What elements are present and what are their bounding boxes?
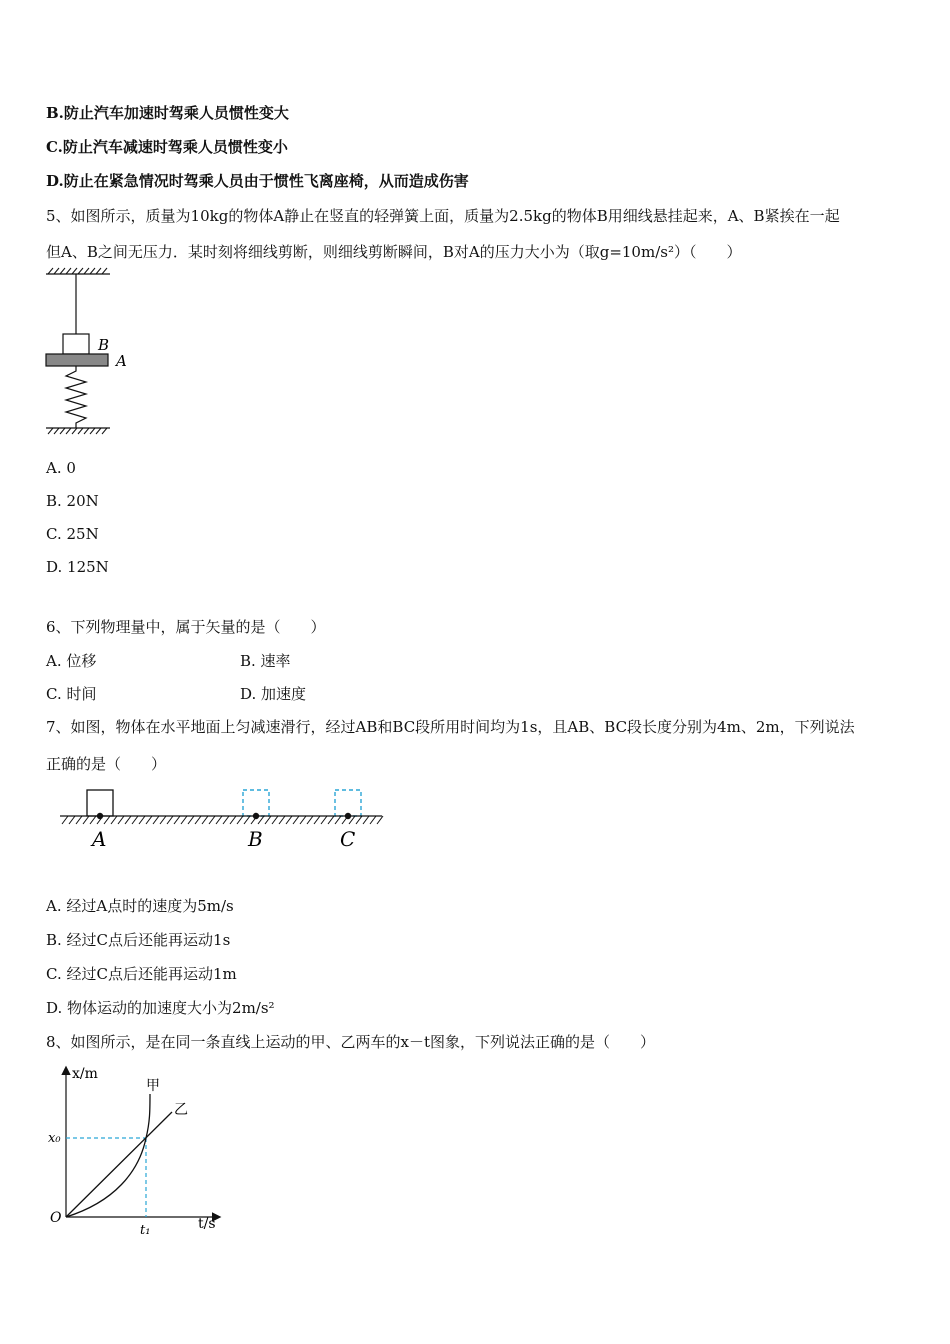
q7-option-a: A. 经过A点时的速度为5m/s [46,897,234,915]
q7-stem-line2: 正确的是（ ） [46,755,167,773]
q7-option-d: D. 物体运动的加速度大小为2m/s² [46,999,275,1017]
q8-origin-label: O [50,1210,62,1226]
q4-option-d: D.防止在紧急情况时驾乘人员由于惯性飞离座椅，从而造成伤害 [46,172,469,190]
q7-label-b: B [248,827,263,851]
q8-yaxis-label: x/m [72,1066,98,1082]
q5-label-b: B [98,336,110,354]
q8-xt-graph [44,1062,234,1242]
q6-option-a: A. 位移 [46,652,97,670]
q7-option-c: C. 经过C点后还能再运动1m [46,965,237,983]
q8-curve-jia-label: 甲 [146,1078,160,1094]
q7-option-b: B. 经过C点后还能再运动1s [46,931,231,949]
q8-stem: 8、如图所示，是在同一条直线上运动的甲、乙两车的x－t图象，下列说法正确的是（ ） [46,1033,656,1051]
q8-t1-label: t₁ [140,1223,151,1238]
q8-x0-label: x₀ [48,1131,61,1146]
q8-xaxis-label: t/s [198,1216,216,1232]
q6-option-c: C. 时间 [46,685,97,703]
q7-label-a: A [92,827,107,851]
q5-option-d: D. 125N [46,558,109,576]
q6-option-d: D. 加速度 [240,685,307,703]
q5-option-c: C. 25N [46,525,99,543]
q5-label-a: A [116,352,127,370]
q5-option-a: A. 0 [46,459,76,477]
q8-line-yi-label: 乙 [174,1102,188,1118]
q5-stem-line2: 但A、B之间无压力．某时刻将细线剪断，则细线剪断瞬间，B对A的压力大小为（取g=10m/s²）（ ） [46,243,742,261]
q4-option-b: B.防止汽车加速时驾乘人员惯性变大 [46,104,289,122]
q7-label-c: C [340,827,356,851]
q4-option-c: C.防止汽车减速时驾乘人员惯性变小 [46,138,288,156]
q7-motion-figure [56,786,386,852]
q5-spring-figure [40,268,140,438]
q5-option-b: B. 20N [46,492,99,510]
q5-stem-line1: 5、如图所示，质量为10kg的物体A静止在竖直的轻弹簧上面，质量为2.5kg的物体B用细线悬挂起来，A、B紧挨在一起 [46,207,840,225]
q6-stem: 6、下列物理量中，属于矢量的是（ ） [46,618,326,636]
q6-option-b: B. 速率 [240,652,291,670]
q7-stem-line1: 7、如图，物体在水平地面上匀减速滑行，经过AB和BC段所用时间均为1s，且AB、BC段长度分别为4m、2m，下列说法 [46,718,855,736]
